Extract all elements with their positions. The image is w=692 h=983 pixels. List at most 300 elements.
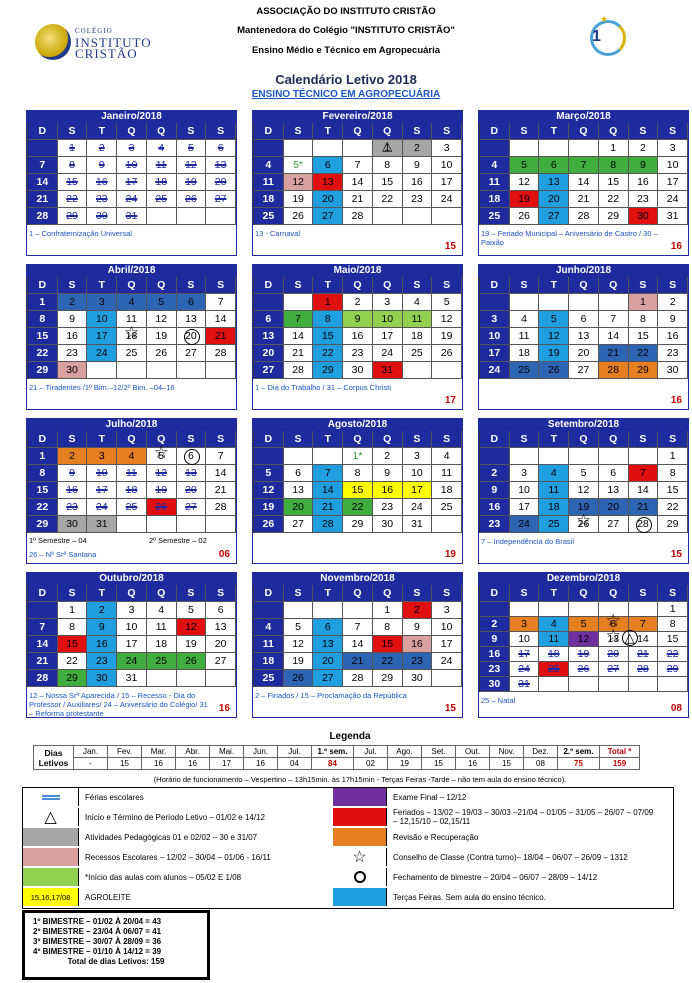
day-cell: 30	[343, 362, 373, 379]
empty-cell	[206, 670, 236, 687]
day-cell: 20	[599, 647, 629, 662]
days-value: 16	[244, 758, 278, 770]
day-cell: 6 ☆	[599, 617, 629, 632]
weekday-header: S	[658, 277, 688, 294]
day-cell: 10	[658, 157, 688, 174]
weekday-header: Q	[599, 123, 629, 140]
day-cell: 20	[539, 191, 569, 208]
day-cell: 23	[373, 499, 403, 516]
day-cell: 2	[87, 140, 117, 157]
day-cell: 30	[373, 516, 403, 533]
day-cell: 3	[510, 465, 540, 482]
weekday-header: S	[432, 277, 462, 294]
day-cell: 15	[658, 482, 688, 499]
day-cell: 7	[343, 157, 373, 174]
day-cell: 17	[403, 482, 433, 499]
day-cell: 28	[629, 662, 659, 677]
empty-cell	[147, 362, 177, 379]
empty-cell	[432, 670, 462, 687]
legend-item	[333, 848, 659, 866]
logo-text-top: COLÉGIO	[75, 27, 113, 35]
day-cell: 19	[254, 499, 284, 516]
day-cell: 26	[432, 345, 462, 362]
day-cell: 16	[403, 636, 433, 653]
empty-cell	[206, 208, 236, 225]
day-cell: 8	[658, 617, 688, 632]
day-cell: 31	[373, 362, 403, 379]
day-cell: 23	[87, 191, 117, 208]
day-cell: 16	[403, 174, 433, 191]
day-cell: 24	[117, 191, 147, 208]
day-cell: 11	[117, 465, 147, 482]
day-cell: 8	[58, 619, 88, 636]
day-cell: 28	[343, 670, 373, 687]
empty-cell	[480, 294, 510, 311]
day-cell: 1	[58, 602, 88, 619]
day-cell: 22	[28, 345, 58, 362]
day-cell: 11	[147, 157, 177, 174]
day-cell: 19	[147, 328, 177, 345]
day-cell: 14	[284, 328, 314, 345]
empty-cell	[284, 448, 314, 465]
day-cell: 31	[658, 208, 688, 225]
day-cell: 6	[539, 157, 569, 174]
day-cell: 1	[599, 140, 629, 157]
legend-item	[333, 868, 659, 886]
day-cell: 9	[403, 157, 433, 174]
day-cell: 25	[147, 653, 177, 670]
weekday-header: D	[28, 585, 58, 602]
empty-cell	[284, 140, 314, 157]
day-cell: 28	[599, 362, 629, 379]
month-title: Abril/2018	[27, 265, 236, 277]
weekday-header: S	[177, 277, 207, 294]
day-cell: 29	[599, 208, 629, 225]
month-day-count: 16	[218, 703, 230, 714]
weekday-header: S	[403, 585, 433, 602]
day-cell: 23	[343, 345, 373, 362]
day-cell: 11	[147, 619, 177, 636]
legend-box	[22, 787, 674, 909]
weekday-header: D	[28, 277, 58, 294]
day-cell: 30	[658, 362, 688, 379]
empty-cell	[177, 208, 207, 225]
weekday-header: S	[177, 123, 207, 140]
day-cell: 5	[569, 465, 599, 482]
day-cell: 18	[480, 191, 510, 208]
weekday-header: Q	[117, 585, 147, 602]
weekday-header: Q	[343, 277, 373, 294]
day-cell: 12	[539, 328, 569, 345]
school-days-table	[33, 745, 640, 770]
day-cell: 29	[373, 670, 403, 687]
day-cell: 18	[539, 499, 569, 516]
day-cell: 30	[629, 208, 659, 225]
days-row-label: Dias Letivos	[34, 746, 74, 770]
weekday-header: T	[313, 277, 343, 294]
month-grid	[27, 585, 236, 687]
day-cell: 10	[117, 157, 147, 174]
day-cell: 7	[569, 157, 599, 174]
month-4	[26, 264, 237, 410]
weekday-header: Q	[599, 431, 629, 448]
weekday-header: S	[284, 123, 314, 140]
day-cell: 7	[343, 619, 373, 636]
day-cell: 24	[373, 345, 403, 362]
day-cell: 11	[254, 636, 284, 653]
day-cell: 9	[87, 619, 117, 636]
empty-cell	[569, 602, 599, 617]
day-cell: 8	[599, 157, 629, 174]
empty-cell	[373, 208, 403, 225]
day-cell: 15	[343, 482, 373, 499]
day-cell: 6	[284, 465, 314, 482]
day-cell: 26	[539, 362, 569, 379]
weekday-header: S	[403, 277, 433, 294]
days-header: Fev.	[108, 746, 142, 758]
day-cell: 17	[510, 499, 540, 516]
day-cell: 9	[629, 157, 659, 174]
day-cell: 5	[254, 465, 284, 482]
weekday-header: S	[432, 123, 462, 140]
day-cell: 28	[284, 362, 314, 379]
day-cell: 17	[432, 174, 462, 191]
day-cell: 21	[206, 482, 236, 499]
empty-cell	[403, 208, 433, 225]
weekday-header: D	[254, 123, 284, 140]
day-cell: 22	[58, 191, 88, 208]
day-cell: 16	[658, 328, 688, 345]
day-cell: 15	[599, 174, 629, 191]
empty-cell	[539, 677, 569, 692]
month-grid	[479, 123, 688, 225]
day-cell: 3	[510, 617, 540, 632]
day-cell: 6	[313, 157, 343, 174]
day-cell: 11	[254, 174, 284, 191]
day-cell: 10	[87, 465, 117, 482]
day-cell: 13	[177, 465, 207, 482]
day-cell: 27	[599, 516, 629, 533]
weekday-header: S	[206, 585, 236, 602]
day-cell: 20	[206, 174, 236, 191]
day-cell: 18	[117, 482, 147, 499]
day-cell: 25	[147, 191, 177, 208]
day-cell: 15	[373, 174, 403, 191]
day-cell: 13	[177, 311, 207, 328]
weekday-header: S	[177, 585, 207, 602]
legend-text: Férias escolares	[85, 792, 144, 802]
weekday-header: Q	[373, 277, 403, 294]
day-cell: 28	[313, 516, 343, 533]
day-cell: 28	[343, 208, 373, 225]
month-grid	[253, 123, 462, 225]
weekday-header: S	[58, 431, 88, 448]
bimester-line: 2º BIMESTRE – 23/04 À 06/07 = 41	[33, 927, 162, 936]
day-cell: 20	[177, 482, 207, 499]
empty-cell	[510, 448, 540, 465]
weekday-header: Q	[117, 277, 147, 294]
day-cell: 17	[87, 328, 117, 345]
day-cell: 24	[432, 653, 462, 670]
weekday-header: S	[658, 431, 688, 448]
day-cell: 29	[658, 662, 688, 677]
day-cell: 11	[403, 311, 433, 328]
day-cell: 8	[343, 465, 373, 482]
day-cell: 9	[658, 311, 688, 328]
day-cell: 22	[373, 653, 403, 670]
day-cell: 12	[177, 157, 207, 174]
month-note: 19 – Feriado Municipal – Aniversário de Castro / 30 – Paixão	[481, 229, 658, 247]
weekday-header: D	[254, 431, 284, 448]
day-cell: 2	[629, 140, 659, 157]
weekday-header: Q	[147, 585, 177, 602]
day-cell: 29	[28, 362, 58, 379]
day-cell: 10	[510, 632, 540, 647]
month-day-count: 16	[670, 395, 682, 406]
weekday-header: S	[629, 277, 659, 294]
month-day-count: 15	[670, 549, 682, 560]
day-cell: 22	[658, 647, 688, 662]
day-cell: 12	[510, 174, 540, 191]
empty-cell	[254, 602, 284, 619]
day-cell: 5	[510, 157, 540, 174]
day-cell: 4	[510, 311, 540, 328]
days-value: 15	[108, 758, 142, 770]
legend-title: Legenda	[329, 731, 371, 742]
month-day-count: 08	[670, 703, 682, 714]
weekday-header: S	[206, 431, 236, 448]
day-cell: 11	[117, 311, 147, 328]
day-cell: 17	[117, 174, 147, 191]
empty-cell	[87, 362, 117, 379]
day-cell: 19	[569, 647, 599, 662]
weekday-header: T	[87, 585, 117, 602]
day-cell: 18 ☆	[117, 328, 147, 345]
schedule-note: (Horário de funcionamento – Vespertino – 13h15min. às 17h15min - Terças Feiras -Tarde – não tem aula do ensino técnico).	[153, 775, 567, 784]
weekday-header: Q	[147, 431, 177, 448]
legend-item	[333, 828, 659, 846]
day-cell: 6	[569, 311, 599, 328]
day-cell: 18	[254, 191, 284, 208]
day-cell: 14	[343, 636, 373, 653]
day-cell: 23	[403, 653, 433, 670]
weekday-header: D	[480, 277, 510, 294]
days-header: Mai.	[210, 746, 244, 758]
days-header: Jan.	[74, 746, 108, 758]
month-title: Janeiro/2018	[27, 111, 236, 123]
day-cell: 20	[206, 636, 236, 653]
empty-cell	[28, 602, 58, 619]
day-cell: 22	[373, 191, 403, 208]
day-cell: 4	[480, 157, 510, 174]
day-cell: 19	[510, 191, 540, 208]
days-header: 2.º sem.	[558, 746, 600, 758]
day-cell: 14	[28, 636, 58, 653]
circle-icon	[333, 868, 387, 886]
empty-cell	[147, 208, 177, 225]
day-cell: 23	[629, 191, 659, 208]
empty-cell	[254, 140, 284, 157]
day-cell: 3	[403, 448, 433, 465]
weekday-header: T	[539, 277, 569, 294]
month-day-count: 06	[218, 549, 230, 560]
day-cell: 25	[432, 499, 462, 516]
day-cell: 27	[206, 191, 236, 208]
day-cell: 21	[28, 191, 58, 208]
day-cell: 26	[510, 208, 540, 225]
day-cell: 1	[658, 602, 688, 617]
day-cell: 3	[432, 140, 462, 157]
day-cell: 9	[403, 619, 433, 636]
month-grid	[253, 277, 462, 379]
school-logo	[35, 22, 165, 66]
weekday-header: S	[510, 123, 540, 140]
weekday-header: Q	[117, 123, 147, 140]
legend-text: Conselho de Classe (Contra turno)– 18/04 – 06/07 – 26/09 – 1312	[393, 852, 628, 862]
day-cell: 10	[87, 311, 117, 328]
day-cell: 3	[432, 602, 462, 619]
day-cell: 13	[569, 328, 599, 345]
day-cell: 22	[58, 653, 88, 670]
day-cell: 9	[87, 157, 117, 174]
color-swatch	[333, 888, 387, 906]
day-cell: 31	[117, 670, 147, 687]
weekday-header: T	[313, 123, 343, 140]
day-cell: 2	[403, 602, 433, 619]
day-cell: 16	[58, 328, 88, 345]
day-cell: 20	[177, 328, 207, 345]
days-value: 04	[278, 758, 312, 770]
header	[0, 0, 692, 110]
month-note: 13 - Carnaval	[255, 229, 301, 238]
day-cell: 29	[28, 516, 58, 533]
day-cell: 26	[569, 662, 599, 677]
month-grid	[253, 585, 462, 687]
day-cell: 17	[87, 482, 117, 499]
day-cell: 23	[480, 516, 510, 533]
day-cell: 4	[432, 448, 462, 465]
day-cell: 8	[313, 311, 343, 328]
day-cell: 6	[313, 619, 343, 636]
day-cell: 26	[284, 208, 314, 225]
day-cell: 29	[58, 670, 88, 687]
day-cell: 3	[87, 294, 117, 311]
weekday-header: S	[510, 431, 540, 448]
month-11	[252, 572, 463, 718]
day-cell: 14	[629, 482, 659, 499]
empty-cell	[343, 140, 373, 157]
day-cell: 27	[599, 662, 629, 677]
weekday-header: S	[284, 585, 314, 602]
bimester-summary	[22, 910, 210, 980]
day-cell: 10	[432, 157, 462, 174]
day-cell: 16	[87, 636, 117, 653]
day-cell: 15	[313, 328, 343, 345]
day-cell: 13	[206, 157, 236, 174]
weekday-header: Q	[373, 431, 403, 448]
day-cell: 3	[658, 140, 688, 157]
day-cell: 5	[432, 294, 462, 311]
day-cell: 25	[117, 499, 147, 516]
day-cell: 8	[373, 157, 403, 174]
month-1	[26, 110, 237, 256]
page-subtitle: ENSINO TÉCNICO EM AGROPECUÁRIA	[251, 89, 441, 100]
day-cell: 24	[510, 516, 540, 533]
day-cell: 9	[480, 482, 510, 499]
day-cell: 24	[658, 191, 688, 208]
day-cell: 23	[58, 345, 88, 362]
day-cell: 19	[284, 191, 314, 208]
day-cell: 7	[28, 157, 58, 174]
day-cell: 4	[147, 602, 177, 619]
weekday-header: Q	[343, 585, 373, 602]
month-title: Maio/2018	[253, 265, 462, 277]
day-cell: 21	[629, 647, 659, 662]
day-cell: 22	[343, 499, 373, 516]
legend-item	[333, 808, 659, 826]
legend-text: Exame Final – 12/12	[393, 792, 467, 802]
empty-cell	[510, 294, 540, 311]
association-name: ASSOCIAÇÃO DO INSTITUTO CRISTÃO	[256, 6, 436, 17]
day-cell: 3	[480, 311, 510, 328]
weekday-header: Q	[569, 123, 599, 140]
day-cell: 13	[313, 174, 343, 191]
vacation-lines-icon	[23, 788, 79, 806]
empty-cell	[599, 677, 629, 692]
days-header: Mar.	[142, 746, 176, 758]
month-2	[252, 110, 463, 256]
weekday-header: T	[87, 123, 117, 140]
days-value: 15	[422, 758, 456, 770]
day-cell: 6	[599, 465, 629, 482]
day-cell: 14	[206, 465, 236, 482]
weekday-header: S	[58, 123, 88, 140]
day-cell: 11	[480, 174, 510, 191]
weekday-header: S	[510, 277, 540, 294]
month-grid	[27, 277, 236, 379]
empty-cell	[539, 602, 569, 617]
legend-text: Fechamento de bimestre – 20/04 – 06/07 – 28/09 – 14/12	[393, 872, 598, 882]
legend-item	[23, 888, 349, 906]
day-cell: 26	[147, 345, 177, 362]
day-cell: 27	[177, 345, 207, 362]
day-cell: 12	[147, 311, 177, 328]
month-title: Março/2018	[479, 111, 688, 123]
day-cell: 24	[117, 653, 147, 670]
days-value: 15	[490, 758, 524, 770]
day-cell: 19	[569, 499, 599, 516]
day-cell: 27	[254, 362, 284, 379]
day-cell: 2	[343, 294, 373, 311]
days-header: Abr.	[176, 746, 210, 758]
logo-text-bot: CRISTÃO	[75, 46, 138, 61]
day-cell: 16	[480, 499, 510, 516]
month-note: 25 – Natal	[481, 696, 516, 705]
day-cell: 1*	[343, 448, 373, 465]
month-title: Outubro/2018	[27, 573, 236, 585]
day-cell: 13	[313, 636, 343, 653]
day-cell: 23	[403, 191, 433, 208]
day-cell: 1	[629, 294, 659, 311]
day-cell: 4	[117, 294, 147, 311]
empty-cell	[510, 140, 540, 157]
day-cell: 29	[58, 208, 88, 225]
day-cell: 10	[480, 328, 510, 345]
day-cell: 22	[28, 499, 58, 516]
day-cell: 19	[177, 636, 207, 653]
empty-cell	[510, 602, 540, 617]
day-cell: 12	[254, 482, 284, 499]
